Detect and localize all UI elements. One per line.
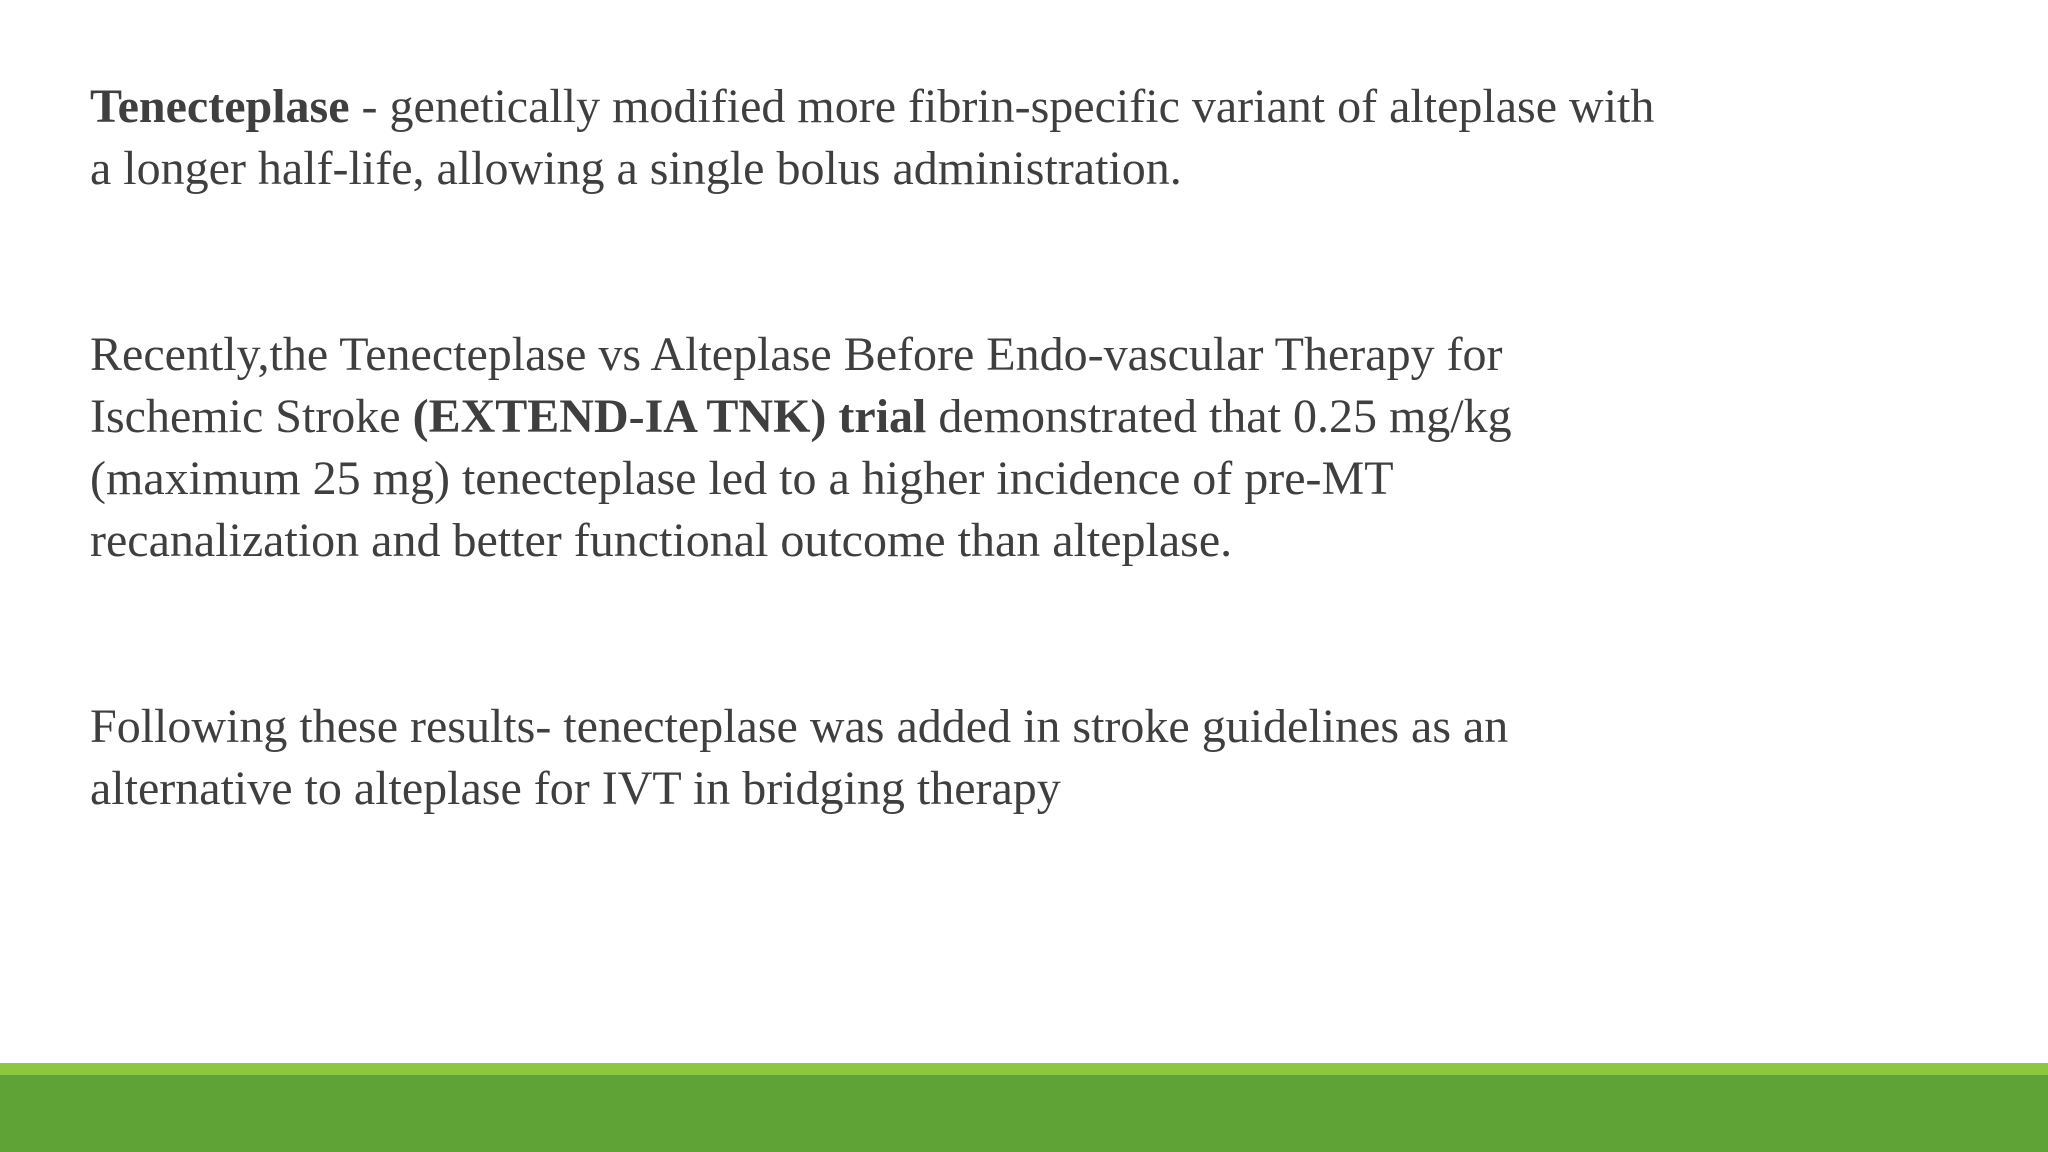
guidelines-text-line2: alternative to alteplase for IVT in bridging therapy bbox=[90, 762, 1061, 815]
paragraph-guidelines bbox=[90, 696, 1950, 820]
paragraph-extend-ia-tnk-trial bbox=[90, 324, 1950, 572]
paragraph-tenecteplase-definition bbox=[90, 76, 1950, 200]
trial-text-line1: Recently,the Tenecteplase vs Alteplase Before Endo-vascular Therapy for bbox=[90, 328, 1503, 381]
trial-name: (EXTEND-IA TNK) trial bbox=[412, 390, 927, 443]
slide-content bbox=[90, 76, 1950, 820]
trial-text-line2-start: Ischemic Stroke bbox=[90, 390, 413, 443]
definition-text-line1: - genetically modified more fibrin-specific variant of alteplase with bbox=[349, 80, 1655, 133]
footer-accent-stripe bbox=[0, 1063, 2048, 1075]
trial-text-line3: (maximum 25 mg) tenecteplase led to a higher incidence of pre-MT bbox=[90, 452, 1394, 505]
footer-bar bbox=[0, 1075, 2048, 1152]
term-tenecteplase: Tenecteplase bbox=[90, 80, 350, 133]
trial-text-line4: recanalization and better functional outcome than alteplase. bbox=[90, 514, 1233, 567]
guidelines-text-line1: Following these results- tenecteplase was added in stroke guidelines as an bbox=[90, 700, 1509, 753]
definition-text-line2: a longer half-life, allowing a single bolus administration. bbox=[90, 142, 1182, 195]
trial-text-line2-end: demonstrated that 0.25 mg/kg bbox=[926, 390, 1512, 443]
